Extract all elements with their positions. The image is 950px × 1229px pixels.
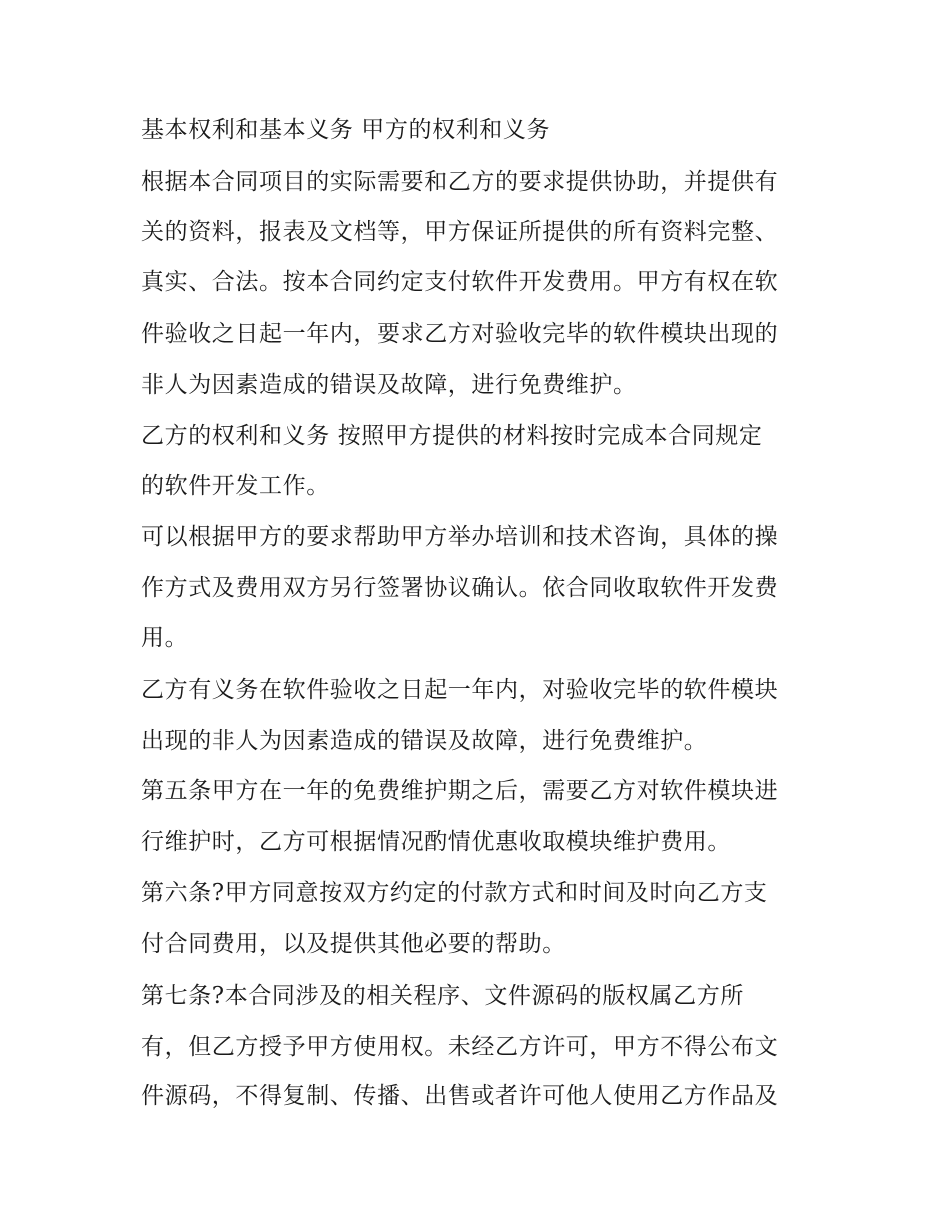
text-line: 第七条?本合同涉及的相关程序、文件源码的版权属乙方所	[141, 983, 744, 1009]
text-line: 件验收之日起一年内，要求乙方对验收完毕的软件模块出现的	[141, 321, 779, 347]
text-line: 可以根据甲方的要求帮助甲方举办培训和技术咨询，具体的操	[141, 524, 779, 550]
text-line: 乙方有义务在软件验收之日起一年内，对验收完毕的软件模块	[141, 677, 779, 703]
text-line: 非人为因素造成的错误及故障，进行免费维护。	[141, 372, 637, 398]
text-line: 第六条?甲方同意按双方约定的付款方式和时间及时向乙方支	[141, 880, 768, 906]
text-line: 用。	[141, 625, 189, 651]
text-line: 基本权利和基本义务 甲方的权利和义务	[141, 117, 551, 143]
text-line: 出现的非人为因素造成的错误及故障，进行免费维护。	[141, 728, 708, 754]
text-line: 行维护时，乙方可根据情况酌情优惠收取模块维护费用。	[141, 829, 731, 855]
text-line: 真实、合法。按本合同约定支付软件开发费用。甲方有权在软	[141, 269, 779, 295]
text-line: 乙方的权利和义务 按照甲方提供的材料按时完成本合同规定	[141, 423, 763, 449]
text-line: 付合同费用，以及提供其他必要的帮助。	[141, 931, 566, 957]
text-line: 件源码，不得复制、传播、出售或者许可他人使用乙方作品及	[141, 1083, 779, 1109]
text-line: 第五条甲方在一年的免费维护期之后，需要乙方对软件模块进	[141, 778, 779, 804]
text-line: 有，但乙方授予甲方使用权。未经乙方许可，甲方不得公布文	[141, 1034, 779, 1060]
text-line: 关的资料，报表及文档等，甲方保证所提供的所有资料完整、	[141, 219, 779, 245]
text-line: 的软件开发工作。	[141, 473, 330, 499]
text-line: 作方式及费用双方另行签署协议确认。依合同收取软件开发费	[141, 575, 779, 601]
text-line: 根据本合同项目的实际需要和乙方的要求提供协助，并提供有	[141, 169, 779, 195]
